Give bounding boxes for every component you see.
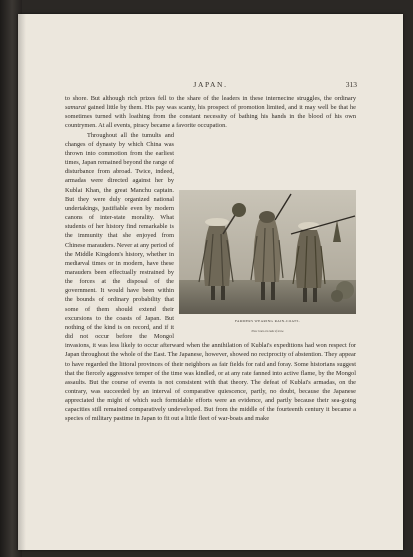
italic-term: samurai [65,104,86,112]
paragraph-2: Throughout all the tumults and changes of dynasty by which China was thrown into commotion from the earliest times, Japan remained beyond the range of disturbance from abroad. Twice, indeed, armadas were directed against her by Kublai Khan, the great Manchu captain. But they were duly organized national undertakings, justifiable even by modern canons of inter-state morality. What students of her history find remarkable is the immunity that she enjoyed from Chinese marauders. Never at any period of the Middle Kingdom's history, whether in mediæval times or in modern, have these marauders been effectually restrained by the forces at the disposal of the government. It would have been within the bounds of ordinary probability that some of them should extend their excursions to the coasts of Japan. But nothing of the kind is on record, and if it did not occur before the Mongol invasions, it was less likely to occur afterward when the annihilation of Kublai's expeditions had won respect for Japan throughout the whole of the East. The Japanese, however, showed no reciprocity of abstention. They appear to have regarded the littoral provinces of their neighbors as fair fields for raid and foray. Some historians suggest that the fiercely aggressive temper of the time was kindled, or at any rate fanned into active flame, by the Mongol assaults. But the course of events is not consistent with that theory. The defeat of Kublai's armadas, on the contrary, was succeeded by an interval of comparative quiescence, partly, no doubt, because the Japanese appreciated the might of which such formidable efforts were an evidence, and partly because their sea-going capacities still remained comparatively undeveloped. But from the middle of the fourteenth century it became a species of military pastime in Japan to fit out a little fleet of war-boats and make [65,131,356,423]
running-head: JAPAN. [193,80,228,89]
book-page [18,14,403,550]
photograph-farmers-rain-coats [179,190,356,314]
paragraph-1-end: gained little by them. His pay was scanty, his prospect of promotion limited, and it may well be that he sometimes turned with loathing from the constant necessity of bathing his hands in the blood of his own countrymen. At all events, piracy became a favorite occupation. [65,104,356,130]
paragraph-1-start: to shore. But although rich prizes fell to the share of the leaders in these internecine struggles, the ordinary [65,95,356,102]
page-number: 313 [345,80,357,89]
figure-caption: FARMERS WEARING RAIN-COATS. [234,318,301,323]
paragraph-1 [65,94,356,131]
figure-plate [179,190,356,336]
body-text [65,94,356,424]
figure-subcaption: These Coats are made of straw. [251,329,284,333]
